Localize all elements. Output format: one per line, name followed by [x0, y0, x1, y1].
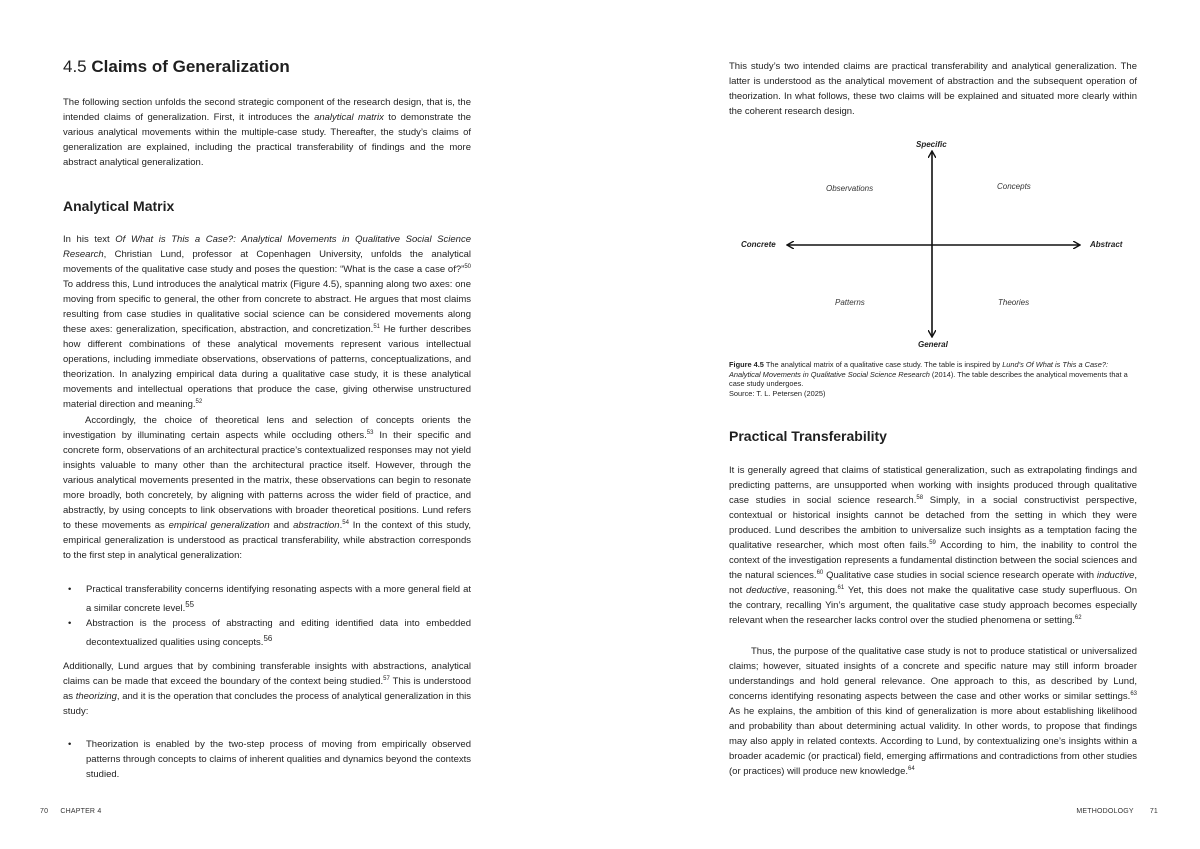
bullet-list-1: [63, 582, 471, 650]
paragraph-matrix-3: Additionally, Lund argues that by combining transferable insights with abstractions, analytical claims can be made that exceed the boundary of the context being studied.$^{57}$ This is understood as theorizing, and it is the operation that concludes the process of analytical generalization in this study:: [63, 661, 471, 717]
paragraph-transfer-1: It is generally agreed that claims of statistical generalization, such as extrapolating findings and predicting patterns, are unsupported when working with insights produced through qualitative case studies in social science research.$^{58}$ Simply, in a social constructivist perspective, contextual or historical insights cannot be detached from the setting in which they were produced. Lund describes the ambition to universalize such insights as a temptation facing the qualitative researcher, which most often fails.$^{59}$ According to him, the inability to control the context of the investigation represents a fundamental distinction between the social sciences and the natural sciences.$^{60}$ Qualitative case studies in social science research operate with inductive, not deductive, reasoning.$^{61}$ Yet, this does not make the qualitative case study superfluous. On the contrary, recalling Yin’s argument, the qualitative case study approach becomes especially relevant when the researcher lacks control over the studied phenomena or setting.$^{62}$: [729, 465, 1137, 626]
footnote-ref: 50: [464, 263, 471, 270]
footnote-ref: 63: [1130, 690, 1137, 697]
folio-left: [40, 808, 101, 815]
axis-label-specific: Specific: [916, 140, 947, 149]
footnote-ref: 55: [185, 600, 195, 609]
footnote-ref: 51: [373, 323, 380, 330]
footnote-ref: 64: [908, 765, 915, 772]
bullet-icon: •: [68, 618, 72, 630]
quadrant-concepts: Concepts: [997, 182, 1031, 191]
bullet-icon: •: [68, 739, 72, 750]
left-page: [63, 0, 471, 849]
running-head-right: METHODOLOGY: [1076, 808, 1134, 815]
axis-label-abstract: Abstract: [1090, 240, 1123, 249]
paragraph-matrix-1: In his text Of What is This a Case?: Analytical Movements in Qualitative Social Science Research, Christian Lund, professor at Copenhagen University, unfolds the analytical movements of the qualitative case study and poses the question: “What is the case a case of?”$^{50}$ To address this, Lund introduces the analytical matrix (Figure 4.5), spanning along two axes: one moving from specific to general, the other from concrete to abstract. He argues that most claims resulting from case studies in qualitative social science can be considered movements along these axes: generalization, specification, abstraction, and concretization.$^{51}$ He further describes how different combinations of these analytical movements represent various intellectual operations, including immediate observations, observations of patterns, conceptualizations, and theorization. In analyzing empirical data during a qualitative case study, it is these analytical movements and intellectual operations that produce the case, giving otherwise unstructured material direction and meaning.$^{52}$: [63, 234, 471, 410]
page-number-right: 71: [1149, 808, 1158, 815]
footnote-ref: 61: [837, 584, 845, 591]
caption-label: Figure 4.5: [729, 360, 764, 369]
folio-right: [1076, 808, 1158, 815]
running-head-left: CHAPTER 4: [60, 808, 102, 815]
footnote-ref: 56: [263, 634, 273, 644]
matrix-axes: [729, 138, 1137, 353]
page-number-left: 70: [40, 808, 49, 815]
paragraph-transfer-2: Thus, the purpose of the qualitative case study is not to produce statistical or universalized claims; however, situated insights of a concrete and specific nature may still inform broader understandings and hold general relevance. One approach to this, as described by Lund, concerns identifying resonating aspects between the case and other works or similar settings.$^{63}$ As he explains, the ambition of this kind of generalization is more about establishing likelihood and probability than about determining actual validity. In other words, to propose that findings may also apply in related contexts. According to Lund, by contextualizing one’s insights within a broader academic (or practical) field, emerging affirmations and contradictions from other studies (or practices) will produce new knowledge.$^{64}$: [729, 646, 1137, 777]
figure-source: Source: T. L. Petersen (2025): [729, 388, 826, 398]
quadrant-patterns: Patterns: [835, 298, 865, 307]
bullet-item: • Practical transferability concerns identifying resonating aspects with a more general field at a similar concrete level.$^{55}$: [68, 584, 471, 615]
axis-label-general: General: [918, 340, 948, 349]
heading-analytical-matrix: Analytical Matrix: [63, 198, 175, 214]
right-page: [729, 0, 1137, 849]
footnote-ref: 58: [916, 494, 924, 501]
bullet-item: • Abstraction is the process of abstracting and editing identified data into embedded decontextualized qualities using concepts.$^{56}$: [68, 618, 471, 649]
quadrant-theories: Theories: [998, 298, 1030, 307]
intro-paragraph: The following section unfolds the second strategic component of the research design, that is, the intended claims of generalization. First, it introduces the analytical matrix to demonstrate the various analytical movements within the multiple-case study. Thereafter, the study’s claims of generalization are explained, including the practical transferability of findings and the more abstract analytical generalization.: [63, 97, 472, 168]
bullet-item: • Theorization is enabled by the two-step process of moving from empirically observed patterns through concepts to claims of inherent qualities and dynamics beyond the contexts studied.: [68, 739, 471, 780]
footnote-ref: 53: [366, 429, 374, 436]
paragraph-matrix-2: Accordingly, the choice of theoretical lens and selection of concepts orients the investigation by illuminating certain aspects while occluding others.$^{53}$ In their specific and concrete form, observations of an architectural practice’s contextualized responses may not yield insights valuable to many other than the architectural practice itself. However, through the various analytical movements presented in the matrix, these observations can begin to resonate more broadly, both concretely, by aligning with patterns across the wider field of practice, and abstractly, by using concepts to link observations with broader theoretical positions. Lund refers to these movements as empirical generalization and abstraction.$^{54}$ In the context of this study, empirical generalization is understood as practical transferability, while abstraction corresponds to the first step in analytical generalization:: [63, 415, 471, 561]
quadrant-observations: Observations: [826, 184, 874, 193]
footnote-ref: 62: [1074, 614, 1082, 621]
heading-practical-transferability: Practical Transferability: [729, 428, 887, 444]
section-title: 4.5 Claims of Generalization: [63, 57, 290, 76]
footnote-ref: 59: [929, 539, 936, 546]
footnote-ref: 54: [342, 519, 349, 526]
analytical-matrix-figure: [729, 138, 1137, 353]
bullet-list-2: [63, 737, 471, 782]
footnote-ref: 60: [816, 569, 824, 576]
footnote-ref: 52: [195, 398, 203, 405]
figure-caption: Figure 4.5 The analytical matrix of a qualitative case study. The table is inspired by Lund’s Of What is This a Case?: Analytical Movements in Qualitative Social Science Research (2014). The table describes the analytical movements that a case study undergoes. Source: T. L. Petersen (2025): [729, 360, 1128, 398]
footnote-ref: 57: [383, 675, 390, 682]
bullet-icon: •: [68, 584, 72, 595]
axis-label-concrete: Concrete: [741, 240, 776, 249]
right-intro-paragraph: This study’s two intended claims are practical transferability and analytical generalization. The latter is understood as the analytical movement of abstraction and the subsequent operation of theorization. In what follows, these two claims will be explained and situated more clearly within the coherent research design.: [729, 61, 1137, 117]
